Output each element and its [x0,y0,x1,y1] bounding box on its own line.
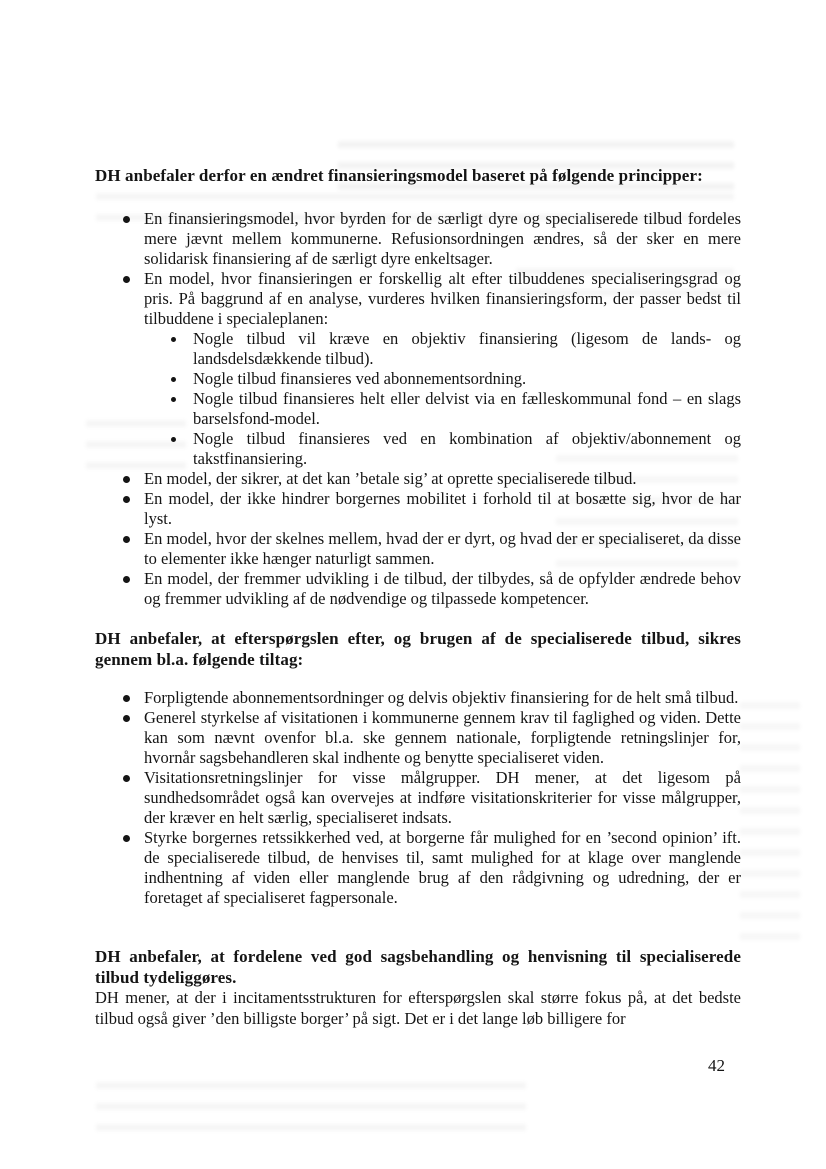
sub-bullet-icon [171,377,176,382]
list-item [95,569,741,609]
list-item [95,489,741,529]
bullet-icon [123,276,130,283]
bullet-icon [123,715,130,722]
list-item-text: Generel styrkelse af visitationen i kommunerne gennem krav til faglighed og viden. Dette kan som nævnt ovenfor bl.a. ske gennem nationale, forpligtende retningslinjer for, hvornår sagsbehandleren skal indhente og benytte specialiseret viden. [144,708,741,767]
list-item-text: Styrke borgernes retssikkerhed ved, at borgerne får mulighed for en ’second opinion’ ift. de specialiserede tilbud, de henvises til, samt mulighed for at klage over manglende indhentning af viden eller manglende brug af den rådgivning og udredning, der er foretaget af specialiseret fagpersonale. [144,828,741,907]
list-item [95,708,741,768]
sub-bullet-icon [171,337,176,342]
bullet-icon [123,496,130,503]
list-item-text: En finansieringsmodel, hvor byrden for de særligt dyre og specialiserede tilbud fordeles mere jævnt mellem kommunerne. Refusionsordningen ændres, så der sker en mere solidarisk finansiering af de særligt dyre enkeltsager. [144,209,741,268]
list-item-text: Nogle tilbud finansieres ved abonnementsordning. [193,369,527,388]
bullet-icon [123,216,130,223]
bullet-icon [123,576,130,583]
list-item-text: Visitationsretningslinjer for visse målgrupper. DH mener, at det ligesom på sundhedsområdet også kan overvejes at indføre visitationskriterier for visse målgrupper, der kræver en helt særlig, specialiseret indsats. [144,768,741,827]
list-item-text: En model, hvor der skelnes mellem, hvad der er dyrt, og hvad der er specialiseret, da disse to elementer ikke hænger naturligt sammen. [144,529,741,568]
body-paragraph: DH mener, at der i incitamentsstrukturen for efterspørgslen skal større fokus på, at det bedste tilbud også giver ’den billigste borger’ på sigt. Det er i det lange løb billigere for [95,988,741,1028]
page-number: 42 [708,1056,725,1075]
sub-list-item [95,369,741,389]
list-item-text: Nogle tilbud finansieres ved en kombination af objektiv/abonnement og takstfinansiering. [193,429,741,468]
bullet-list-measures [95,688,741,908]
sub-list-item [95,389,741,429]
bullet-icon [123,835,130,842]
sub-list-item [95,329,741,369]
bullet-icon [123,775,130,782]
bullet-icon [123,695,130,702]
heading-demand-measures: DH anbefaler, at efterspørgslen efter, og brugen af de specialiserede tilbud, sikres gennem bl.a. følgende tiltag: [95,629,741,669]
scan-bleedthrough [740,702,800,942]
list-item-text: Nogle tilbud finansieres helt eller delvist via en fælleskommunal fond – en slags barselsfond-model. [193,389,741,428]
list-item-text: En model, der fremmer udvikling i de tilbud, der tilbydes, så de opfylder ændrede behov og fremmer udvikling af de nødvendige og tilpassede kompetencer. [144,569,741,608]
bullet-icon [123,476,130,483]
scan-bleedthrough [96,1082,526,1140]
list-item [95,469,741,489]
list-item [95,688,741,708]
list-item-text: En model, der sikrer, at det kan ’betale sig’ at oprette specialiserede tilbud. [144,469,637,488]
heading-case-handling: DH anbefaler, at fordelene ved god sagsbehandling og henvisning til specialiserede tilbud tydeliggøres. [95,947,741,987]
list-item-text: Nogle tilbud vil kræve en objektiv finansiering (ligesom de lands- og landsdelsdækkende tilbud). [193,329,741,368]
list-item [95,269,741,329]
list-item-text: En model, der ikke hindrer borgernes mobilitet i forhold til at bosætte sig, hvor de har lyst. [144,489,741,528]
list-item [95,209,741,269]
sub-bullet-icon [171,397,176,402]
bullet-list-principles [95,209,741,609]
list-item [95,529,741,569]
list-item [95,828,741,908]
list-item [95,768,741,828]
sub-list-item [95,429,741,469]
bullet-icon [123,536,130,543]
heading-financing-principles: DH anbefaler derfor en ændret finansieringsmodel baseret på følgende principper: [95,166,703,185]
list-item-text: Forpligtende abonnementsordninger og delvis objektiv finansiering for de helt små tilbud. [144,688,739,707]
sub-bullet-icon [171,437,176,442]
list-item-text: En model, hvor finansieringen er forskellig alt efter tilbuddenes specialiseringsgrad og pris. På baggrund af en analyse, vurderes hvilken finansieringsform, der passer bedst til tilbuddene i specialeplanen: [144,269,741,328]
